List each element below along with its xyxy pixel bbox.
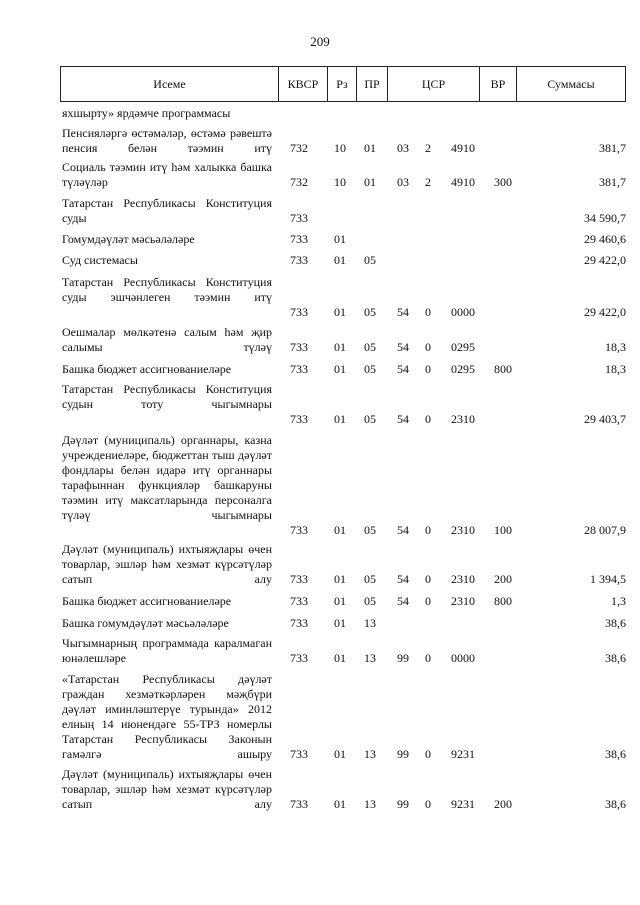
row-sum: 381,7: [599, 141, 626, 155]
row-vr: 100: [494, 523, 512, 537]
header-kvsr: КВСР: [279, 67, 328, 101]
row-pr: 05: [364, 412, 376, 426]
header-name: Исеме: [61, 67, 279, 101]
row-pr: 05: [364, 362, 376, 376]
row-rz: 01: [334, 594, 346, 608]
row-pr: 05: [364, 594, 376, 608]
row-name: Татарстан Республикасы Конституция суды: [62, 196, 272, 225]
page-number: 209: [310, 34, 330, 49]
row-sum: 29 460,6: [584, 232, 626, 246]
row-kvsr: 733: [290, 797, 308, 811]
row-csr-3: 0295: [451, 340, 475, 354]
row-sum: 29 403,7: [584, 412, 626, 426]
row-csr-3: 0295: [451, 362, 475, 376]
row-kvsr: 733: [290, 594, 308, 608]
row-sum: 1,3: [611, 594, 626, 608]
row-rz: 10: [334, 141, 346, 155]
row-csr-3: 4910: [451, 175, 475, 189]
row-csr-1: 03: [397, 141, 409, 155]
continuation-text: яхшырту» ярдәмче программасы: [62, 106, 231, 120]
row-pr: 05: [364, 305, 376, 319]
row-kvsr: 733: [290, 232, 308, 246]
row-name: Гомумдәүләт мәсьәләләре: [62, 232, 195, 246]
row-kvsr: 733: [290, 340, 308, 354]
row-sum: 18,3: [605, 340, 626, 354]
row-csr-3: 0000: [451, 651, 475, 665]
row-csr-2: 0: [425, 340, 431, 354]
row-sum: 38,6: [605, 747, 626, 761]
row-csr-1: 54: [397, 594, 409, 608]
row-sum: 38,6: [605, 651, 626, 665]
header-rz: Рз: [328, 67, 357, 101]
row-kvsr: 733: [290, 362, 308, 376]
row-csr-3: 2310: [451, 572, 475, 586]
row-name: Татарстан Республикасы Конституция суды эшчәнлеген тәэмин итү: [62, 275, 272, 304]
row-pr: 13: [364, 616, 376, 630]
header-pr: ПР: [357, 67, 388, 101]
header-vr: ВР: [480, 67, 517, 101]
row-pr: 05: [364, 572, 376, 586]
row-kvsr: 733: [290, 616, 308, 630]
row-name: Дәүләт (муниципаль) ихтыяҗлары өчен товарлар, эшләр һәм хезмәт күрсәтүләр сатып алу: [62, 542, 272, 586]
row-pr: 05: [364, 340, 376, 354]
row-kvsr: 733: [290, 747, 308, 761]
row-pr: 01: [364, 141, 376, 155]
row-kvsr: 733: [290, 253, 308, 267]
row-rz: 01: [334, 651, 346, 665]
row-csr-2: 0: [425, 594, 431, 608]
row-csr-2: 0: [425, 572, 431, 586]
row-name: Оешмалар мөлкәтенә салым һәм җир салымы түләү: [62, 325, 272, 354]
row-csr-2: 2: [425, 175, 431, 189]
row-csr-2: 0: [425, 651, 431, 665]
row-sum: 34 590,7: [584, 211, 626, 225]
row-rz: 01: [334, 232, 346, 246]
row-csr-1: 54: [397, 340, 409, 354]
row-kvsr: 733: [290, 572, 308, 586]
row-csr-2: 0: [425, 412, 431, 426]
row-name: Дәүләт (муниципаль) органнары, казна учреждениеләре, бюджеттан тыш дәүләт фондлары белән идарә итү органнары тарафыннан функцияләр башкаруны тәэмин итү максатларында персоналга түләү чыгымнары: [62, 433, 272, 522]
row-csr-1: 54: [397, 523, 409, 537]
row-csr-3: 0000: [451, 305, 475, 319]
row-pr: 05: [364, 253, 376, 267]
row-csr-3: 4910: [451, 141, 475, 155]
row-pr: 05: [364, 523, 376, 537]
row-kvsr: 733: [290, 523, 308, 537]
row-kvsr: 733: [290, 211, 308, 225]
table-header: [60, 66, 626, 102]
row-kvsr: 732: [290, 141, 308, 155]
row-name: Башка бюджет ассигнованиеләре: [62, 362, 232, 376]
row-csr-3: 9231: [451, 797, 475, 811]
row-csr-2: 0: [425, 523, 431, 537]
row-csr-2: 0: [425, 362, 431, 376]
row-pr: 01: [364, 175, 376, 189]
row-vr: 200: [494, 572, 512, 586]
row-kvsr: 733: [290, 412, 308, 426]
row-pr: 13: [364, 747, 376, 761]
row-rz: 01: [334, 797, 346, 811]
row-sum: 29 422,0: [584, 253, 626, 267]
row-csr-1: 54: [397, 572, 409, 586]
header-csr: ЦСР: [388, 67, 480, 101]
row-name: Дәүләт (муниципаль) ихтыяҗлары өчен товарлар, эшләр һәм хезмәт күрсәтүләр сатып алу: [62, 767, 272, 811]
row-csr-3: 9231: [451, 747, 475, 761]
row-csr-3: 2310: [451, 412, 475, 426]
row-name: Социаль тәэмин итү һәм халыкка башка түләүләр: [62, 160, 272, 189]
row-rz: 01: [334, 572, 346, 586]
row-kvsr: 733: [290, 651, 308, 665]
row-sum: 1 394,5: [590, 572, 626, 586]
row-vr: 200: [494, 797, 512, 811]
row-vr: 800: [494, 362, 512, 376]
row-csr-1: 99: [397, 747, 409, 761]
row-rz: 01: [334, 412, 346, 426]
row-sum: 28 007,9: [584, 523, 626, 537]
row-sum: 29 422,0: [584, 305, 626, 319]
row-name: «Татарстан Республикасы дәүләт граждан хезмәткәрләрен мәҗбүри дәүләт иминләштерүе турында» 2012 елның 14 июнендәге 55-ТРЗ номерлы Татарстан Республикасы Законын гамәлгә ашыру: [62, 672, 272, 761]
row-csr-1: 54: [397, 305, 409, 319]
row-vr: 300: [494, 175, 512, 189]
row-csr-1: 99: [397, 651, 409, 665]
row-rz: 01: [334, 362, 346, 376]
row-kvsr: 732: [290, 175, 308, 189]
row-csr-1: 54: [397, 362, 409, 376]
row-rz: 01: [334, 340, 346, 354]
row-sum: 18,3: [605, 362, 626, 376]
row-rz: 01: [334, 616, 346, 630]
row-name: Чыгымнарның программада каралмаган юнәлешләре: [62, 636, 272, 665]
row-rz: 01: [334, 305, 346, 319]
row-sum: 38,6: [605, 797, 626, 811]
row-rz: 01: [334, 253, 346, 267]
row-csr-1: 03: [397, 175, 409, 189]
row-csr-3: 2310: [451, 523, 475, 537]
row-name: Пенсияләргә өстәмәләр, өстәмә рәвештә пенсия белән тәэмин итү: [62, 126, 272, 155]
row-csr-2: 2: [425, 141, 431, 155]
row-sum: 381,7: [599, 175, 626, 189]
row-sum: 38,6: [605, 616, 626, 630]
row-csr-1: 99: [397, 797, 409, 811]
row-name: Башка гомумдәүләт мәсьәләләре: [62, 616, 229, 630]
row-rz: 01: [334, 523, 346, 537]
row-vr: 800: [494, 594, 512, 608]
row-rz: 10: [334, 175, 346, 189]
row-rz: 01: [334, 747, 346, 761]
row-kvsr: 733: [290, 305, 308, 319]
row-csr-2: 0: [425, 305, 431, 319]
row-csr-2: 0: [425, 797, 431, 811]
row-name: Башка бюджет ассигнованиеләре: [62, 594, 232, 608]
row-pr: 13: [364, 797, 376, 811]
row-name: Татарстан Республикасы Конституция судын тоту чыгымнары: [62, 382, 272, 411]
header-sum: Суммасы: [547, 77, 595, 91]
row-csr-2: 0: [425, 747, 431, 761]
row-name: Суд системасы: [62, 253, 138, 267]
row-csr-1: 54: [397, 412, 409, 426]
row-csr-3: 2310: [451, 594, 475, 608]
row-pr: 13: [364, 651, 376, 665]
